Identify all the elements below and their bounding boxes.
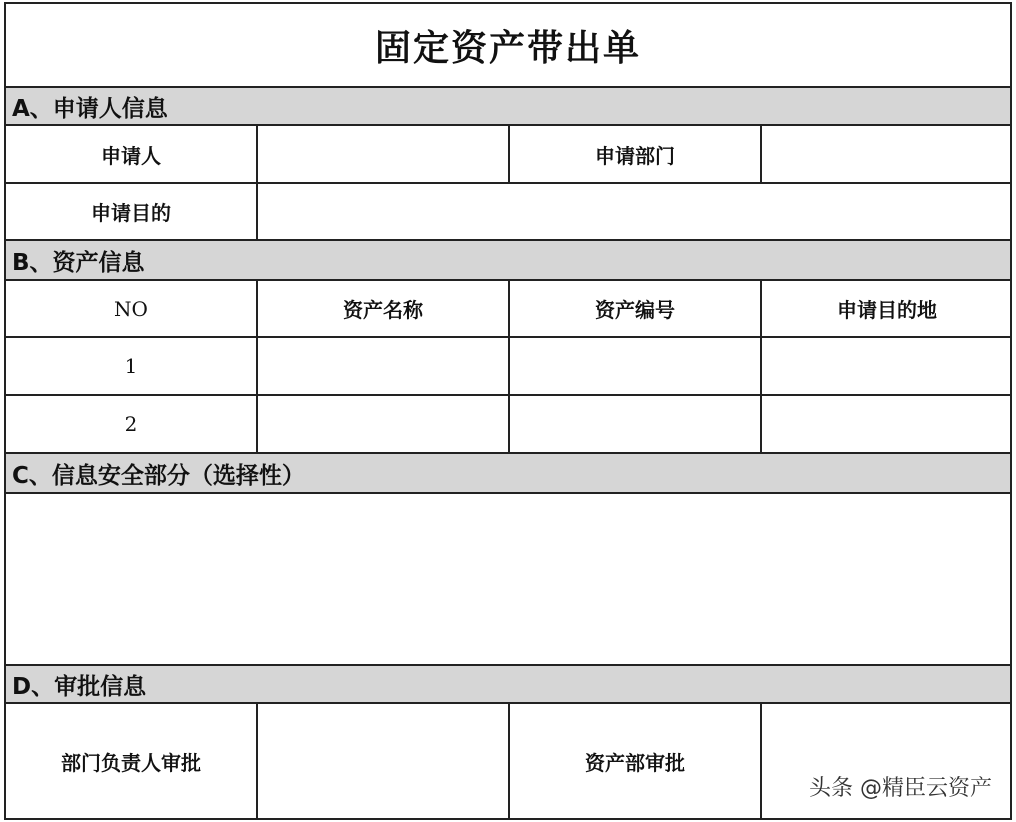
applicant-row [6,126,1010,184]
section-c-header: C、信息安全部分（选择性） [6,454,1010,494]
row-number: 1 [6,338,258,394]
section-a-header: A、申请人信息 [6,88,1010,126]
asset-code-field[interactable] [510,396,762,452]
department-label: 申请部门 [510,126,762,182]
watermark: 头条 @精臣云资产 [809,776,992,801]
asset-table-header-row [6,281,1010,338]
applicant-field[interactable] [258,126,510,182]
dept-head-approval-field[interactable] [258,704,510,818]
purpose-row [6,184,1010,241]
security-section-area[interactable] [6,494,1010,666]
table-row [6,396,1010,454]
asset-checkout-form [4,2,1012,820]
asset-name-field[interactable] [258,396,510,452]
table-row [6,338,1010,396]
column-header-no: NO [6,281,258,336]
asset-dept-approval-label: 资产部审批 [510,704,762,818]
column-header-asset-name: 资产名称 [258,281,510,336]
column-header-destination: 申请目的地 [837,298,937,322]
department-field[interactable] [762,126,1012,182]
asset-name-field[interactable] [258,338,510,394]
applicant-label: 申请人 [6,126,258,182]
row-number: 2 [6,396,258,452]
destination-field[interactable] [762,338,1012,394]
section-d-header: D、审批信息 [6,666,1010,704]
asset-code-field[interactable] [510,338,762,394]
destination-field[interactable] [762,396,1012,452]
dept-head-approval-label: 部门负责人审批 [6,704,258,818]
purpose-field[interactable] [258,184,1012,239]
section-b-header: B、资产信息 [6,241,1010,281]
purpose-label: 申请目的 [6,184,258,239]
column-header-asset-code: 资产编号 [510,281,762,336]
form-title: 固定资产带出单 [6,4,1010,88]
